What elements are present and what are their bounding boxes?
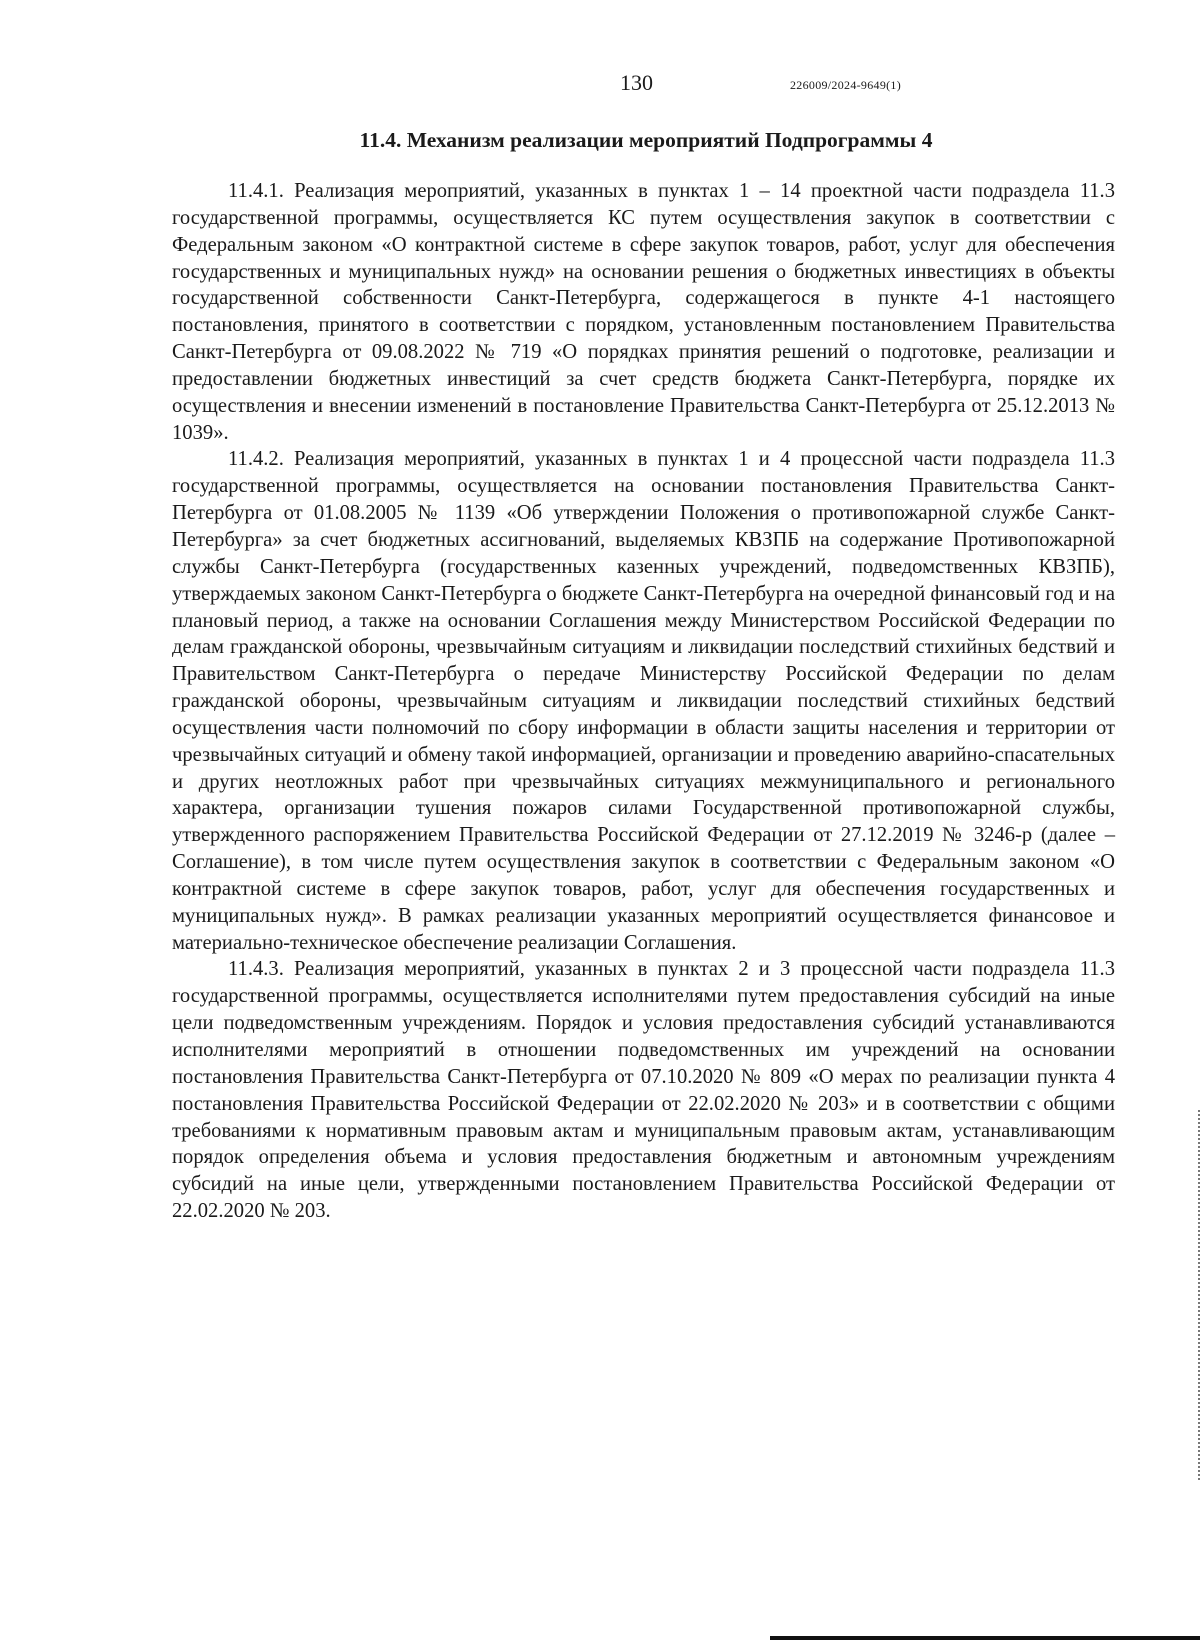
paragraph-11-4-3: 11.4.3. Реализация мероприятий, указанных в пунктах 2 и 3 процессной части подраздела 11.3 государственной программы, осуществляется исполнителями путем предоставления субсидий на иные цели подведомственным учреждениям. Порядок и условия предоставления субсидий устанавливаются исполнителями мероприятий в отношении подведомственных им учреждений на основании постановления Правительства Санкт-Петербурга от 07.10.2020 № 809 «О мерах по реализации пункта 4 постановления Правительства Российской Федерации от 22.02.2020 № 203» и в соответствии с общими требованиями к нормативным правовым актам и муниципальным правовым актам, устанавливающим порядок определения объема и условия предоставления бюджетным и автономным учреждениям субсидий на иные цели, утвержденными постановлением Правительства Российской Федерации от 22.02.2020 № 203.	[172, 958, 1115, 1223]
paragraph-11-4-2: 11.4.2. Реализация мероприятий, указанных в пунктах 1 и 4 процессной части подраздела 11.3 государственной программы, осуществляется на основании постановления Правительства Санкт-Петербурга от 01.08.2005 № 1139 «Об утверждении Положения о противопожарной службе Санкт-Петербурга» за счет бюджетных ассигнований, выделяемых КВЗПБ на содержание Противопожарной службы Санкт-Петербурга (государственных казенных учреждений, подведомственных КВЗПБ), утверждаемых законом Санкт-Петербурга о бюджете Санкт-Петербурга на очередной финансовый год и на плановый период, а также на основании Соглашения между Министерством Российской Федерации по делам гражданской обороны, чрезвычайным ситуациям и ликвидации последствий стихийных бедствий и Правительством Санкт-Петербурга о передаче Министерству Российской Федерации по делам гражданской обороны, чрезвычайным ситуациям и ликвидации последствий стихийных бедствий осуществления части полномочий по сбору информации в области защиты населения и территории от чрезвычайных ситуаций и обмену такой информацией, организации и проведению аварийно-спасательных и других неотложных работ при чрезвычайных ситуациях межмуниципального и регионального характера, организации тушения пожаров силами Государственной противопожарной службы, утвержденного распоряжением Правительства Российской Федерации от 27.12.2019 № 3246-р (далее – Соглашение), в том числе путем осуществления закупок в соответствии с Федеральным законом «О контрактной системе в сфере закупок товаров, работ, услуг для обеспечения государственных и муниципальных нужд». В рамках реализации указанных мероприятий осуществляется финансовое и материально-техническое обеспечение реализации Соглашения.	[172, 448, 1115, 954]
scan-bottom-bar	[770, 1636, 1200, 1640]
document-id: 226009/2024-9649(1)	[790, 78, 902, 92]
document-body	[172, 178, 1115, 1225]
page-number: 130	[620, 70, 653, 95]
scan-edge-mark	[1195, 1110, 1200, 1480]
paragraph-11-4-1: 11.4.1. Реализация мероприятий, указанных в пунктах 1 – 14 проектной части подраздела 11.3 государственной программы, осуществляется КС путем осуществления закупок в соответствии с Федеральным законом «О контрактной системе в сфере закупок товаров, работ, услуг для обеспечения государственных и муниципальных нужд» на основании решения о бюджетных инвестициях в объекты государственной собственности Санкт-Петербурга, содержащегося в пункте 4-1 настоящего постановления, принятого в соответствии с порядком, установленным постановлением Правительства Санкт-Петербурга от 09.08.2022 № 719 «О порядках принятия решений о подготовке, реализации и предоставлении бюджетных инвестиций за счет средств бюджета Санкт-Петербурга, порядке их осуществления и внесении изменений в постановление Правительства Санкт-Петербурга от 25.12.2013 № 1039».	[172, 180, 1115, 444]
section-title: 11.4. Механизм реализации мероприятий Подпрограммы 4	[359, 128, 933, 152]
